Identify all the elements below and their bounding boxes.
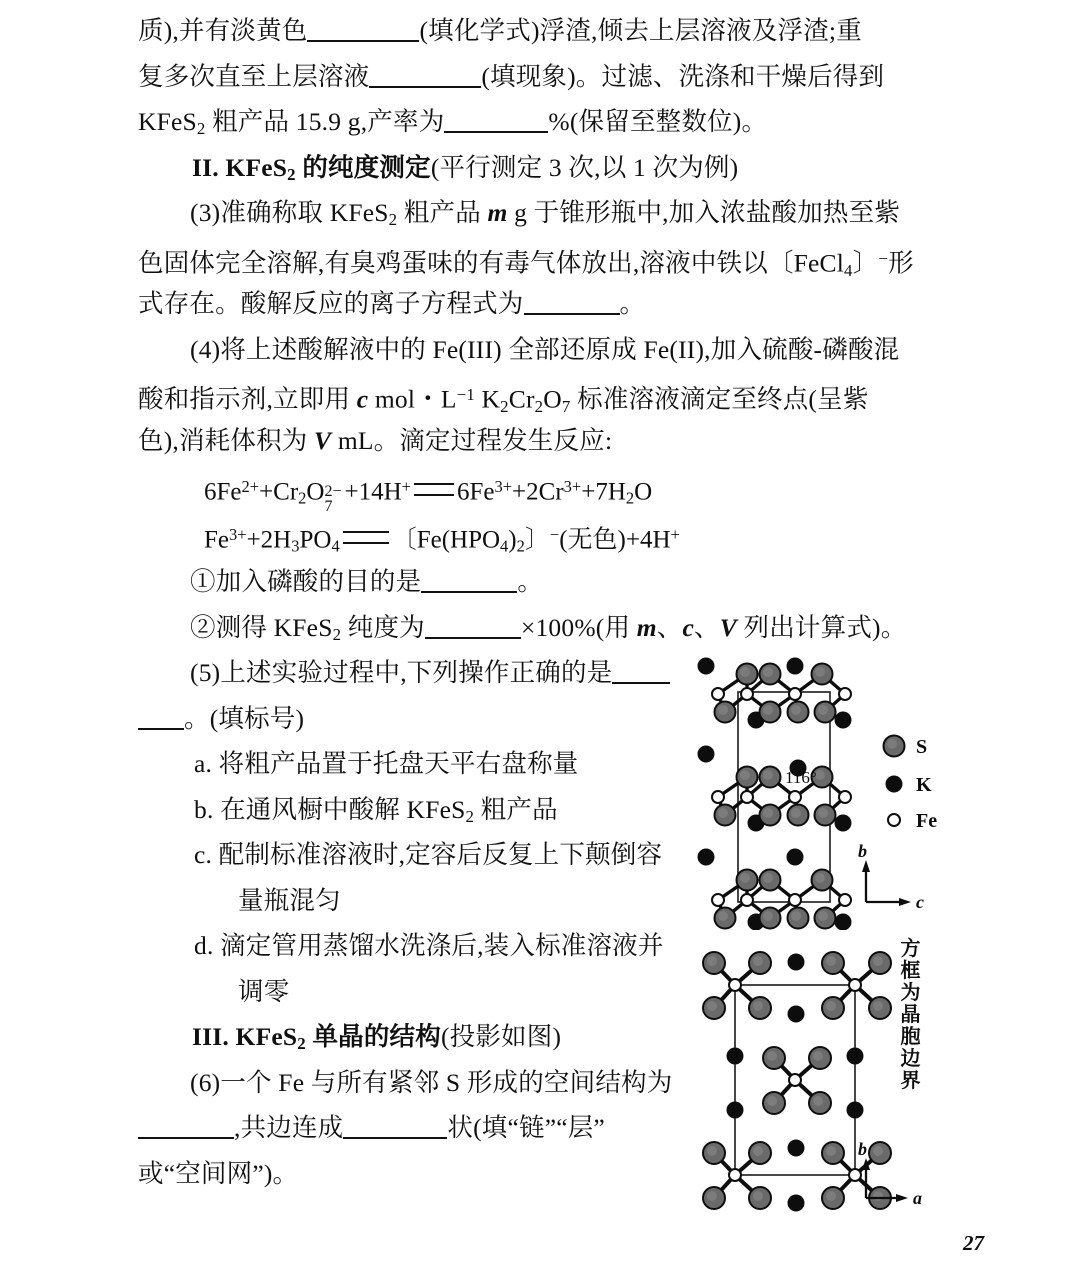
fill-blank[interactable]	[524, 313, 620, 315]
option-label: d.	[194, 931, 214, 960]
text-run: (4)将上述酸解液中的 Fe(III) 全部还原成 Fe(II),加入硫酸-磷酸混	[190, 334, 900, 364]
fill-blank[interactable]	[421, 591, 517, 593]
unit-cell-boundary-note	[896, 938, 926, 1092]
text-run: (填化学式)浮渣,倾去上层溶液及浮渣;重	[419, 16, 862, 45]
text-run: 的纯度测定	[295, 152, 431, 182]
axis-label-c: c	[916, 892, 924, 912]
subscript: 2	[298, 488, 307, 508]
text-run: 状(填“链”“层”	[447, 1113, 605, 1142]
text-run: 7H	[595, 478, 626, 506]
text-run: 。(填标号)	[184, 703, 305, 733]
fill-blank[interactable]	[307, 40, 419, 42]
note-char: 胞	[900, 1026, 922, 1048]
text-run: 酸和指示剂,立即用	[138, 384, 357, 414]
subscript: 2	[287, 164, 296, 184]
superscript: −	[878, 248, 889, 268]
text-run: mL。滴定过程发生反应:	[331, 425, 613, 455]
legend-label-k: K	[916, 774, 932, 796]
text-run: 质),并有淡黄色	[138, 16, 308, 45]
superscript: 2+	[241, 477, 260, 496]
subscript: 2	[500, 396, 509, 416]
operator: +	[512, 478, 527, 506]
page-number: 27	[963, 1231, 984, 1255]
text-run: PO	[299, 526, 332, 554]
fill-blank[interactable]	[425, 637, 521, 639]
variable-m: m	[487, 198, 508, 227]
option-text: 调零	[238, 976, 290, 1006]
text-run: 粗产品	[397, 198, 488, 227]
variable-m: m	[636, 612, 657, 642]
text-run: KFeS	[235, 1022, 298, 1051]
text-run: 6Fe	[204, 478, 242, 506]
option-d[interactable]	[138, 923, 754, 969]
text-run: 复多次直至上层溶液	[138, 61, 370, 91]
text-run: 形	[888, 248, 914, 278]
text-run: 列出计算式)。	[736, 612, 907, 642]
text-run: O	[634, 478, 653, 506]
operator: +	[344, 478, 359, 506]
option-c[interactable]	[138, 832, 754, 878]
text-run: )	[508, 526, 517, 554]
question-3-line-1	[138, 190, 938, 236]
text-run: 。	[517, 567, 544, 596]
text-run: (填现象)。过滤、洗涤和干燥后得到	[481, 61, 885, 91]
superscript: 3+	[494, 477, 513, 496]
question-4-line-3	[138, 418, 938, 464]
question-4-line-1	[138, 327, 938, 373]
option-text: 量瓶混匀	[238, 885, 341, 915]
text-run: 。	[619, 289, 646, 318]
text-run: (平行测定 3 次,以 1 次为例)	[430, 152, 739, 182]
axis-label-b: b	[858, 841, 867, 861]
question-5-line-1	[138, 650, 750, 696]
question-4-line-2	[138, 372, 938, 418]
paragraph-line	[138, 54, 938, 100]
section-number: III.	[192, 1022, 229, 1051]
text-run: 〔Fe(HPO	[391, 526, 501, 554]
sub-item-2	[138, 605, 938, 651]
text-run: (5)上述实验过程中,下列操作正确的是	[190, 658, 613, 687]
operator: +	[581, 478, 596, 506]
axis-label-a: a	[913, 1188, 922, 1208]
subscript: 2	[465, 806, 475, 826]
option-b[interactable]	[138, 787, 754, 833]
text-run: ①加入磷酸的目的是	[190, 567, 422, 596]
question-6-line-1	[138, 1060, 750, 1106]
sub-item-1	[138, 559, 938, 605]
text-run: Fe	[204, 526, 229, 554]
note-char: 为	[900, 982, 922, 1004]
superscript: −	[549, 525, 560, 544]
option-a[interactable]	[138, 741, 754, 787]
note-char: 晶	[900, 1004, 922, 1026]
subscript: 2	[516, 536, 525, 556]
text-run: 2Cr	[526, 478, 564, 506]
subscript: 3	[291, 536, 300, 556]
fill-blank[interactable]	[138, 728, 184, 730]
text-run: 色),消耗体积为	[138, 425, 315, 455]
text-run: 2H	[260, 526, 292, 554]
question-6-line-2	[138, 1105, 698, 1151]
bond-angle-label: 116°	[785, 768, 817, 787]
subscript: 2	[625, 488, 635, 508]
operator: +	[625, 526, 640, 554]
paragraph-line	[138, 99, 938, 145]
variable-c: c	[682, 612, 695, 642]
subscript: 4	[844, 260, 853, 280]
subscript: 7	[561, 396, 571, 416]
subscript: 2	[297, 1034, 306, 1054]
subscript: 7	[324, 497, 333, 515]
subscript: 2	[196, 119, 206, 139]
legend-label-s: S	[916, 736, 928, 758]
option-text: 在通风橱中酸解 KFeS	[220, 794, 466, 824]
option-text: 滴定管用蒸馏水洗涤后,装入标准溶液并	[220, 931, 664, 960]
text-run: 或“空间网”)。	[138, 1158, 299, 1188]
subscript: 2	[332, 624, 342, 644]
variable-v: V	[719, 612, 737, 642]
fill-blank[interactable]	[343, 1137, 447, 1139]
text-run: ,共边连成	[234, 1113, 344, 1142]
text-run: KFeS	[138, 107, 197, 136]
section-heading-ii	[138, 145, 938, 191]
text-run: 纯度为	[341, 612, 425, 642]
text-run: 、	[656, 612, 683, 642]
text-run: 〕	[524, 526, 550, 554]
option-label: a.	[194, 749, 213, 778]
text-run: ×100%(用	[520, 612, 637, 642]
axis-label-b: b	[858, 1139, 867, 1159]
variable-v: V	[314, 425, 332, 455]
text-run: Cr	[273, 478, 299, 506]
note-char: 框	[900, 960, 922, 982]
subscript: 2	[388, 210, 398, 230]
superscript: 3+	[229, 525, 247, 544]
text-run: (3)准确称取 KFeS	[190, 198, 389, 227]
superscript: +	[401, 477, 411, 496]
crystal-structure-figure-ab	[690, 930, 980, 1230]
option-text: 将粗产品置于托盘天平右盘称量	[218, 749, 579, 778]
fill-blank[interactable]	[612, 682, 670, 684]
text-run: (投影如图)	[440, 1022, 562, 1051]
section-number: II.	[192, 152, 219, 182]
text-run: ②测得 KFeS	[190, 612, 333, 642]
question-3-line-2	[138, 236, 938, 282]
text-run: K	[474, 384, 501, 414]
text-run: 6Fe	[456, 478, 495, 506]
text-run: 粗产品 15.9 g,产率为	[205, 107, 445, 136]
chemical-equation-2	[138, 511, 938, 559]
text-run: 〕	[852, 248, 879, 278]
option-text: 配制标准溶液时,定容后反复上下颠倒容	[218, 840, 663, 869]
text-run: g 于锥形瓶中,加入浓盐酸加热至紫	[507, 198, 901, 227]
text-run: 色固体完全溶解,有臭鸡蛋味的有毒气体放出,溶液中铁以〔FeCl	[138, 248, 845, 278]
question-5-line-2	[138, 696, 698, 742]
text-run: 式存在。酸解反应的离子方程式为	[138, 289, 524, 318]
superscript: 3+	[563, 477, 582, 496]
note-char: 方	[900, 938, 922, 960]
option-label: b.	[194, 794, 214, 824]
reaction-arrow	[343, 531, 389, 544]
section-heading-iii	[138, 1014, 752, 1060]
text-run: O	[543, 384, 562, 414]
superscript: −1	[456, 385, 475, 404]
text-run: 14H	[358, 478, 402, 506]
subscript: 4	[331, 536, 340, 556]
reaction-arrow	[414, 483, 454, 496]
fill-blank[interactable]	[138, 1137, 234, 1139]
legend-label-fe: Fe	[916, 810, 938, 832]
variable-c: c	[356, 384, 369, 414]
paragraph-line	[138, 8, 938, 54]
fill-blank[interactable]	[369, 86, 481, 88]
subscript: 4	[500, 536, 509, 556]
fill-blank[interactable]	[444, 131, 548, 133]
figure-legend	[884, 736, 938, 833]
text-run: 单晶的结构	[305, 1022, 441, 1051]
operator: +	[259, 478, 274, 506]
question-6-line-3	[138, 1151, 698, 1197]
text-run: KFeS	[225, 152, 288, 182]
text-run: (6)一个 Fe 与所有紧邻 S 形成的空间结构为	[190, 1067, 673, 1097]
chemical-equation-1	[138, 463, 938, 515]
crystal-structure-figure-bc	[690, 650, 980, 930]
option-text: 粗产品	[474, 794, 558, 824]
text-run: Cr	[508, 384, 535, 414]
text-run: 标准溶液滴定至终点(呈紫	[570, 384, 869, 414]
axis-indicator-bc	[866, 868, 903, 902]
text-run: (无色)	[559, 526, 626, 554]
operator: +	[246, 526, 261, 554]
text-run: 、	[694, 612, 720, 642]
subscript: 2	[534, 396, 544, 416]
text-run: 4H	[639, 526, 671, 554]
note-char: 边	[900, 1048, 922, 1070]
option-label: c.	[194, 840, 213, 869]
question-3-line-3	[138, 281, 938, 327]
note-char: 界	[900, 1070, 922, 1092]
superscript: 2−	[324, 482, 342, 500]
text-run: O	[306, 478, 325, 506]
text-run: %(保留至整数位)。	[548, 107, 768, 136]
text-run: mol・L	[368, 384, 457, 414]
superscript: +	[670, 525, 680, 544]
